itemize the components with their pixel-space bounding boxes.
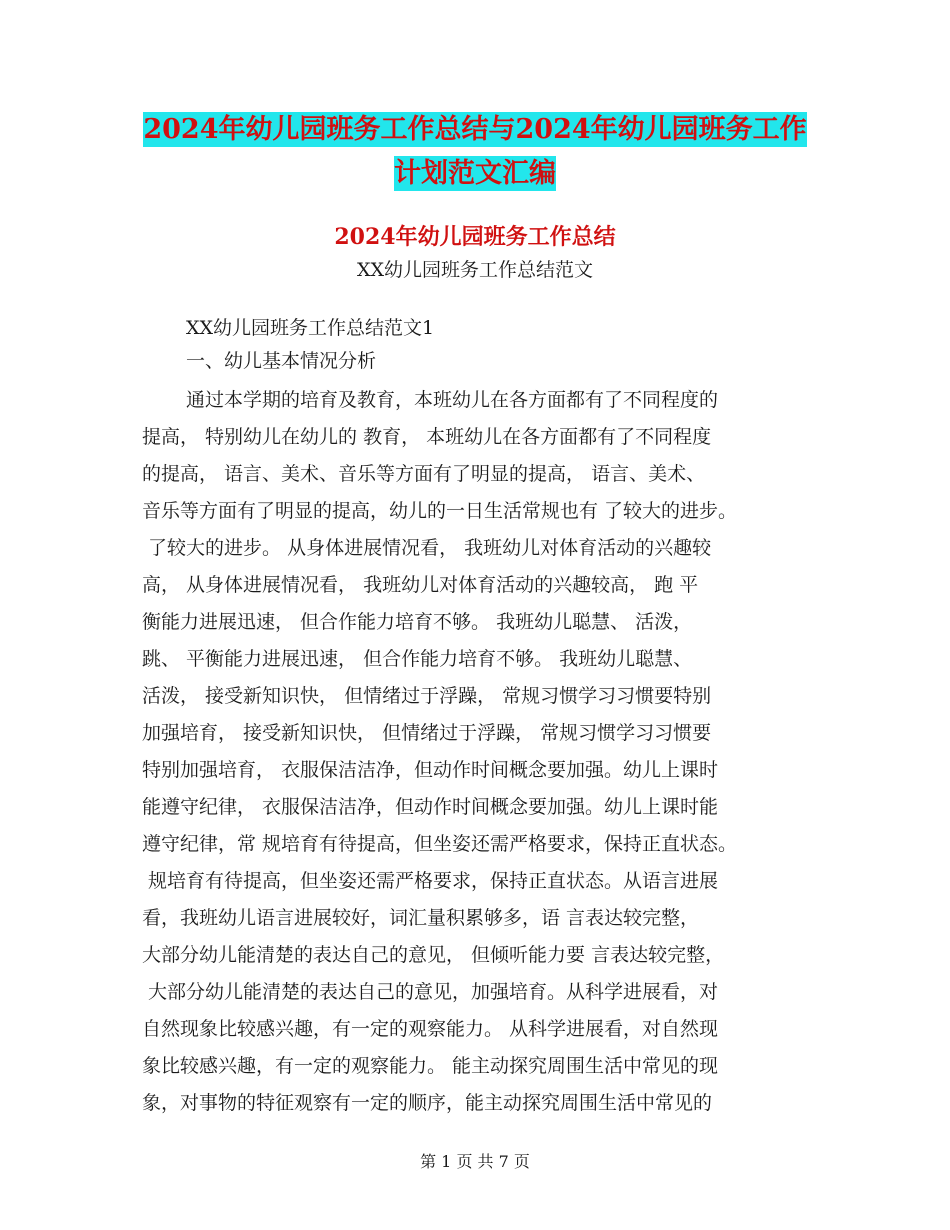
- body-line: 看，我班幼儿语言进展较好，词汇量积累够多，语 言表达较完整，: [142, 907, 700, 929]
- body-line: 了较大的进步。 从身体进展情况看， 我班幼儿对体育活动的兴趣较: [142, 537, 712, 559]
- document-title-line-2: [0, 152, 950, 196]
- body-line: 通过本学期的培育及教育，本班幼儿在各方面都有了不同程度的: [186, 389, 719, 411]
- body-line: 的提高， 语言、美术、音乐等方面有了明显的提高， 语言、美术、: [142, 463, 706, 485]
- body-line: 规培育有待提高，但坐姿还需严格要求，保持正直状态。从语言进展: [142, 870, 719, 892]
- section-subtitle: XX幼儿园班务工作总结范文: [356, 259, 594, 281]
- body-line: 一、幼儿基本情况分析: [186, 350, 377, 372]
- body-line: 象比较感兴趣，有一定的观察能力。 能主动探究周围生活中常见的现: [142, 1055, 719, 1077]
- body-line: 提高， 特别幼儿在幼儿的 教育， 本班幼儿在各方面都有了不同程度: [142, 426, 712, 448]
- page-number-footer: 第 1 页 共 7 页: [420, 1152, 530, 1171]
- body-line: 加强培育， 接受新知识快， 但情绪过于浮躁， 常规习惯学习习惯要: [142, 722, 712, 744]
- body-line: 音乐等方面有了明显的提高，幼儿的一日生活常规也有 了较大的进步。: [142, 500, 738, 522]
- body-line: 活泼， 接受新知识快， 但情绪过于浮躁， 常规习惯学习习惯要特别: [142, 685, 712, 707]
- body-line: 衡能力进展迅速， 但合作能力培育不够。 我班幼儿聪慧、 活泼，: [142, 611, 693, 633]
- body-line: XX幼儿园班务工作总结范文1: [186, 317, 435, 339]
- body-line: 象，对事物的特征观察有一定的顺序，能主动探究周围生活中常见的: [142, 1092, 713, 1114]
- body-line: 能遵守纪律， 衣服保洁洁净，但动作时间概念要加强。幼儿上课时能: [142, 796, 719, 818]
- body-line: 遵守纪律，常 规培育有待提高，但坐姿还需严格要求，保持正直状态。: [142, 833, 738, 855]
- title-highlight-2: 计划范文汇编: [394, 158, 556, 189]
- document-title-line-1: [0, 108, 950, 152]
- section-title: 2024年幼儿园班务工作总结: [334, 224, 616, 250]
- body-line: 大部分幼儿能清楚的表达自己的意见， 但倾听能力要 言表达较完整，: [142, 944, 725, 966]
- body-line: 特别加强培育， 衣服保洁洁净，但动作时间概念要加强。幼儿上课时: [142, 759, 719, 781]
- title-highlight-1: 2024年幼儿园班务工作总结与2024年幼儿园班务工作: [143, 114, 807, 145]
- body-line: 大部分幼儿能清楚的表达自己的意见，加强培育。从科学进展看，对: [142, 981, 719, 1003]
- body-line: 高， 从身体进展情况看， 我班幼儿对体育活动的兴趣较高， 跑 平: [142, 574, 699, 596]
- body-line: 自然现象比较感兴趣，有一定的观察能力。 从科学进展看，对自然现: [142, 1018, 719, 1040]
- body-line: 跳、 平衡能力进展迅速， 但合作能力培育不够。 我班幼儿聪慧、: [142, 648, 693, 670]
